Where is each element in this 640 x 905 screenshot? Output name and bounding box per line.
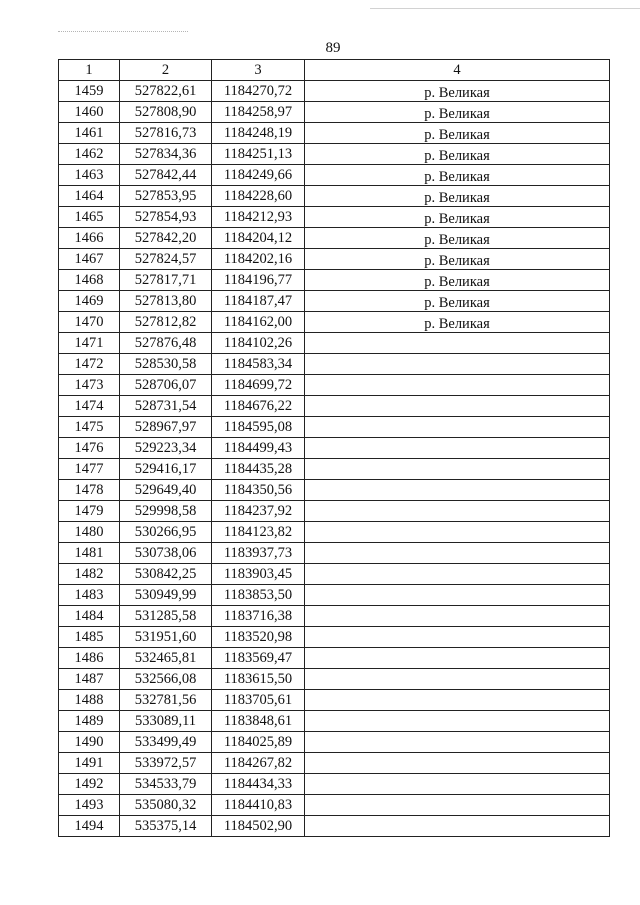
cell-x-coordinate: 534533,79 <box>120 774 212 795</box>
cell-description <box>305 249 610 270</box>
cell-point-number: 1486 <box>59 648 120 669</box>
cell-y-coordinate: 1184204,12 <box>212 228 305 249</box>
cell-description <box>305 627 610 648</box>
cell-y-coordinate: 1183848,61 <box>212 711 305 732</box>
cell-y-coordinate: 1184025,89 <box>212 732 305 753</box>
table-row <box>59 627 610 648</box>
cell-y-coordinate: 1184258,97 <box>212 102 305 123</box>
cell-point-number: 1471 <box>59 333 120 354</box>
cell-y-coordinate: 1183937,73 <box>212 543 305 564</box>
table-row <box>59 522 610 543</box>
cell-x-coordinate: 527812,82 <box>120 312 212 333</box>
cell-point-number: 1461 <box>59 123 120 144</box>
cell-y-coordinate: 1184249,66 <box>212 165 305 186</box>
table-header <box>59 60 610 81</box>
table-row <box>59 270 610 291</box>
cell-description <box>305 186 610 207</box>
table-row <box>59 480 610 501</box>
table-row <box>59 816 610 837</box>
table-row <box>59 396 610 417</box>
description-text: р. Великая <box>424 169 490 185</box>
table-row <box>59 354 610 375</box>
cell-y-coordinate: 1183716,38 <box>212 606 305 627</box>
cell-point-number: 1476 <box>59 438 120 459</box>
cell-x-coordinate: 527808,90 <box>120 102 212 123</box>
header-cell-description: 4 <box>305 60 610 81</box>
cell-x-coordinate: 527854,93 <box>120 207 212 228</box>
cell-description <box>305 312 610 333</box>
cell-y-coordinate: 1184270,72 <box>212 81 305 102</box>
cell-x-coordinate: 527834,36 <box>120 144 212 165</box>
cell-y-coordinate: 1184248,19 <box>212 123 305 144</box>
cell-x-coordinate: 533972,57 <box>120 753 212 774</box>
cell-x-coordinate: 531951,60 <box>120 627 212 648</box>
table-row <box>59 186 610 207</box>
header-cell-point-number: 1 <box>59 60 120 81</box>
cell-y-coordinate: 1183853,50 <box>212 585 305 606</box>
table-row <box>59 669 610 690</box>
cell-x-coordinate: 529998,58 <box>120 501 212 522</box>
cell-point-number: 1484 <box>59 606 120 627</box>
cell-description <box>305 165 610 186</box>
cell-point-number: 1494 <box>59 816 120 837</box>
cell-point-number: 1487 <box>59 669 120 690</box>
header-cell-x-coordinate: 2 <box>120 60 212 81</box>
cell-x-coordinate: 530738,06 <box>120 543 212 564</box>
table-row <box>59 753 610 774</box>
table-row <box>59 102 610 123</box>
cell-description <box>305 144 610 165</box>
table-row <box>59 543 610 564</box>
cell-point-number: 1464 <box>59 186 120 207</box>
cell-y-coordinate: 1184583,34 <box>212 354 305 375</box>
cell-y-coordinate: 1184162,00 <box>212 312 305 333</box>
table-row <box>59 81 610 102</box>
cell-point-number: 1472 <box>59 354 120 375</box>
table-row <box>59 690 610 711</box>
coordinates-table <box>58 59 610 837</box>
cell-y-coordinate: 1184434,33 <box>212 774 305 795</box>
cell-x-coordinate: 527842,44 <box>120 165 212 186</box>
table-row <box>59 648 610 669</box>
cell-description <box>305 438 610 459</box>
cell-x-coordinate: 532566,08 <box>120 669 212 690</box>
description-text: р. Великая <box>424 190 490 206</box>
cell-x-coordinate: 527876,48 <box>120 333 212 354</box>
cell-y-coordinate: 1183705,61 <box>212 690 305 711</box>
cell-description <box>305 228 610 249</box>
cell-point-number: 1468 <box>59 270 120 291</box>
cell-description <box>305 690 610 711</box>
cell-point-number: 1460 <box>59 102 120 123</box>
page-number: 89 <box>325 40 341 56</box>
cell-x-coordinate: 532465,81 <box>120 648 212 669</box>
cell-y-coordinate: 1183569,47 <box>212 648 305 669</box>
cell-y-coordinate: 1184435,28 <box>212 459 305 480</box>
table-row <box>59 228 610 249</box>
scan-artifact <box>58 31 188 32</box>
cell-x-coordinate: 527817,71 <box>120 270 212 291</box>
header-cell-y-coordinate: 3 <box>212 60 305 81</box>
description-text: р. Великая <box>424 274 490 290</box>
cell-description <box>305 795 610 816</box>
cell-y-coordinate: 1183520,98 <box>212 627 305 648</box>
cell-description <box>305 291 610 312</box>
cell-point-number: 1475 <box>59 417 120 438</box>
cell-description <box>305 543 610 564</box>
description-text: р. Великая <box>424 295 490 311</box>
cell-point-number: 1483 <box>59 585 120 606</box>
description-text: р. Великая <box>424 232 490 248</box>
cell-y-coordinate: 1184237,92 <box>212 501 305 522</box>
table-row <box>59 585 610 606</box>
cell-y-coordinate: 1184102,26 <box>212 333 305 354</box>
cell-y-coordinate: 1184410,83 <box>212 795 305 816</box>
cell-description <box>305 564 610 585</box>
table-row <box>59 711 610 732</box>
cell-description <box>305 417 610 438</box>
cell-point-number: 1465 <box>59 207 120 228</box>
cell-description <box>305 732 610 753</box>
cell-y-coordinate: 1183903,45 <box>212 564 305 585</box>
header-row <box>59 60 610 81</box>
cell-description <box>305 270 610 291</box>
cell-x-coordinate: 530949,99 <box>120 585 212 606</box>
description-text: р. Великая <box>424 127 490 143</box>
cell-x-coordinate: 528967,97 <box>120 417 212 438</box>
cell-description <box>305 207 610 228</box>
cell-description <box>305 480 610 501</box>
table-row <box>59 795 610 816</box>
cell-point-number: 1482 <box>59 564 120 585</box>
cell-point-number: 1470 <box>59 312 120 333</box>
cell-x-coordinate: 529416,17 <box>120 459 212 480</box>
cell-description <box>305 354 610 375</box>
cell-x-coordinate: 535375,14 <box>120 816 212 837</box>
description-text: р. Великая <box>424 253 490 269</box>
description-text: р. Великая <box>424 148 490 164</box>
table-row <box>59 291 610 312</box>
cell-point-number: 1467 <box>59 249 120 270</box>
cell-y-coordinate: 1184202,16 <box>212 249 305 270</box>
cell-point-number: 1492 <box>59 774 120 795</box>
cell-point-number: 1466 <box>59 228 120 249</box>
cell-point-number: 1474 <box>59 396 120 417</box>
cell-point-number: 1480 <box>59 522 120 543</box>
description-text: р. Великая <box>424 106 490 122</box>
cell-y-coordinate: 1183615,50 <box>212 669 305 690</box>
table-row <box>59 165 610 186</box>
cell-description <box>305 669 610 690</box>
cell-point-number: 1463 <box>59 165 120 186</box>
cell-point-number: 1462 <box>59 144 120 165</box>
cell-y-coordinate: 1184228,60 <box>212 186 305 207</box>
scan-edge-line <box>370 8 640 9</box>
cell-x-coordinate: 527822,61 <box>120 81 212 102</box>
table-row <box>59 438 610 459</box>
cell-point-number: 1479 <box>59 501 120 522</box>
cell-x-coordinate: 528731,54 <box>120 396 212 417</box>
cell-y-coordinate: 1184499,43 <box>212 438 305 459</box>
cell-point-number: 1477 <box>59 459 120 480</box>
cell-point-number: 1488 <box>59 690 120 711</box>
cell-point-number: 1469 <box>59 291 120 312</box>
cell-description <box>305 459 610 480</box>
cell-x-coordinate: 535080,32 <box>120 795 212 816</box>
cell-description <box>305 774 610 795</box>
cell-y-coordinate: 1184699,72 <box>212 375 305 396</box>
cell-description <box>305 333 610 354</box>
table-row <box>59 459 610 480</box>
table-body <box>59 81 610 837</box>
cell-point-number: 1491 <box>59 753 120 774</box>
cell-description <box>305 501 610 522</box>
table-row <box>59 606 610 627</box>
cell-x-coordinate: 531285,58 <box>120 606 212 627</box>
cell-description <box>305 816 610 837</box>
cell-point-number: 1489 <box>59 711 120 732</box>
cell-y-coordinate: 1184212,93 <box>212 207 305 228</box>
cell-point-number: 1473 <box>59 375 120 396</box>
cell-point-number: 1485 <box>59 627 120 648</box>
cell-point-number: 1490 <box>59 732 120 753</box>
cell-description <box>305 648 610 669</box>
table-row <box>59 501 610 522</box>
cell-description <box>305 375 610 396</box>
description-text: р. Великая <box>424 316 490 332</box>
table-row <box>59 417 610 438</box>
cell-x-coordinate: 533499,49 <box>120 732 212 753</box>
cell-description <box>305 123 610 144</box>
cell-y-coordinate: 1184267,82 <box>212 753 305 774</box>
description-text: р. Великая <box>424 85 490 101</box>
cell-y-coordinate: 1184595,08 <box>212 417 305 438</box>
cell-x-coordinate: 530266,95 <box>120 522 212 543</box>
table-row <box>59 249 610 270</box>
cell-y-coordinate: 1184251,13 <box>212 144 305 165</box>
cell-point-number: 1459 <box>59 81 120 102</box>
cell-description <box>305 396 610 417</box>
cell-description <box>305 606 610 627</box>
cell-x-coordinate: 527824,57 <box>120 249 212 270</box>
description-text: р. Великая <box>424 211 490 227</box>
cell-x-coordinate: 527816,73 <box>120 123 212 144</box>
cell-x-coordinate: 533089,11 <box>120 711 212 732</box>
cell-y-coordinate: 1184676,22 <box>212 396 305 417</box>
cell-description <box>305 753 610 774</box>
cell-x-coordinate: 528530,58 <box>120 354 212 375</box>
cell-x-coordinate: 527813,80 <box>120 291 212 312</box>
cell-point-number: 1478 <box>59 480 120 501</box>
table-row <box>59 774 610 795</box>
cell-description <box>305 711 610 732</box>
cell-description <box>305 585 610 606</box>
cell-x-coordinate: 527842,20 <box>120 228 212 249</box>
cell-y-coordinate: 1184350,56 <box>212 480 305 501</box>
table-row <box>59 732 610 753</box>
cell-description <box>305 522 610 543</box>
table-row <box>59 375 610 396</box>
table-row <box>59 123 610 144</box>
table-row <box>59 564 610 585</box>
cell-y-coordinate: 1184123,82 <box>212 522 305 543</box>
cell-description <box>305 81 610 102</box>
table-row <box>59 312 610 333</box>
table-row <box>59 144 610 165</box>
cell-x-coordinate: 532781,56 <box>120 690 212 711</box>
table-row <box>59 333 610 354</box>
cell-y-coordinate: 1184196,77 <box>212 270 305 291</box>
cell-x-coordinate: 527853,95 <box>120 186 212 207</box>
cell-y-coordinate: 1184187,47 <box>212 291 305 312</box>
cell-point-number: 1493 <box>59 795 120 816</box>
cell-y-coordinate: 1184502,90 <box>212 816 305 837</box>
cell-x-coordinate: 528706,07 <box>120 375 212 396</box>
cell-x-coordinate: 529649,40 <box>120 480 212 501</box>
cell-x-coordinate: 530842,25 <box>120 564 212 585</box>
cell-x-coordinate: 529223,34 <box>120 438 212 459</box>
table-row <box>59 207 610 228</box>
cell-description <box>305 102 610 123</box>
cell-point-number: 1481 <box>59 543 120 564</box>
